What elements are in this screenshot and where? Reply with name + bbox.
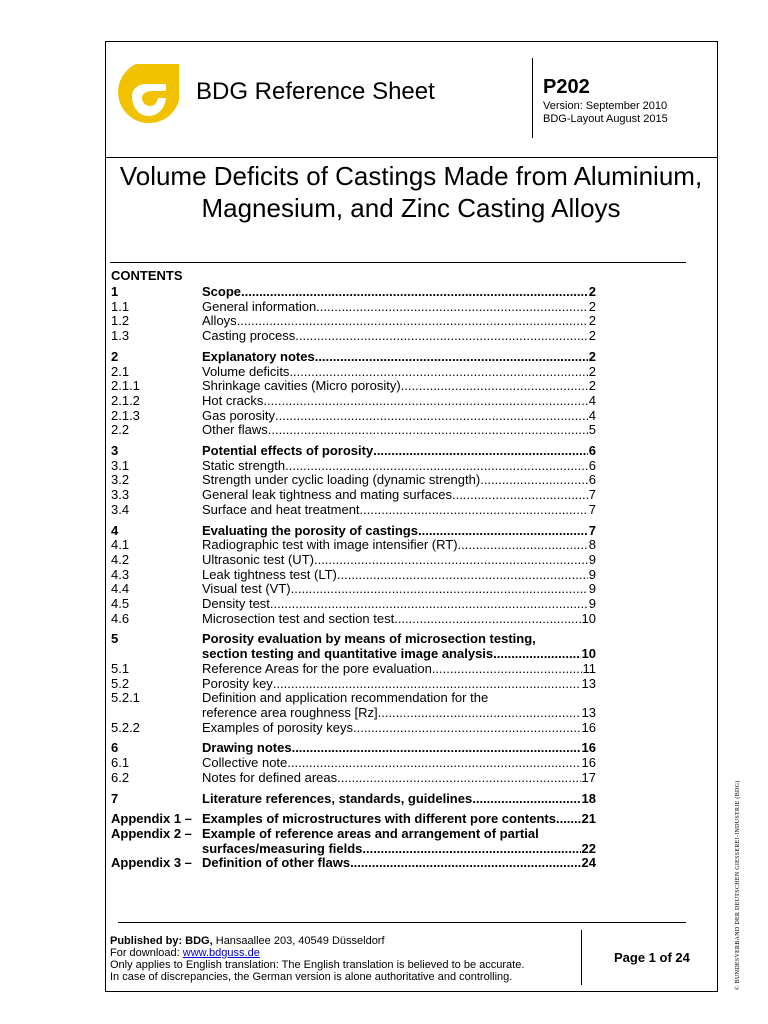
- toc-entry-number: 6.2: [111, 769, 130, 785]
- toc-entry-title: Potential effects of porosity: [202, 444, 374, 459]
- bdg-logo-icon: [114, 64, 179, 126]
- toc-leader-dots: [268, 423, 588, 438]
- title-divider: [110, 262, 686, 263]
- toc-entry-page: 7: [588, 502, 596, 517]
- discrepancy-note: In case of discrepancies, the German version is alone authoritative and controlling.: [110, 971, 513, 983]
- table-of-contents: [111, 285, 596, 871]
- toc-entry: [111, 365, 596, 380]
- document-code: P202: [543, 76, 590, 98]
- toc-entry-number: [111, 842, 202, 857]
- toc-entry-number: 5: [111, 631, 119, 647]
- toc-entry: [111, 597, 596, 612]
- toc-entry: [111, 379, 596, 394]
- toc-entry-page: 6: [588, 458, 596, 473]
- toc-entry-title: section testing and quantitative image analysis: [202, 647, 494, 662]
- toc-entry-number: 2.1.3: [111, 407, 140, 423]
- toc-entry-title: Drawing notes: [202, 741, 292, 756]
- toc-entry: [111, 771, 596, 786]
- toc-leader-dots: [270, 597, 588, 612]
- toc-entry-number: 4.2: [111, 551, 130, 567]
- toc-entry-number: 1.3: [111, 328, 130, 344]
- toc-entry-number: 4.4: [111, 581, 130, 597]
- toc-entry-number: 5.2.1: [111, 690, 140, 706]
- toc-entry-page: 2: [588, 349, 596, 364]
- toc-entry-title: General information: [202, 299, 317, 314]
- toc-entry-title: Volume deficits: [202, 364, 290, 379]
- toc-entry-page: 9: [588, 582, 596, 597]
- toc-entry: [111, 409, 596, 424]
- contents-heading: CONTENTS: [111, 268, 183, 283]
- toc-entry: [111, 856, 596, 871]
- toc-entry-page: 7: [588, 488, 596, 503]
- toc-entry: [111, 632, 596, 647]
- publisher-info: [110, 935, 524, 983]
- toc-entry-number: 6.1: [111, 755, 130, 771]
- toc-leader-dots: [291, 582, 588, 597]
- download-label: For download:: [110, 947, 180, 959]
- toc-entry: [111, 612, 596, 627]
- toc-entry: [111, 741, 596, 756]
- toc-entry-page: 9: [588, 552, 596, 567]
- toc-leader-dots: [472, 792, 580, 807]
- toc-entry-title: Visual test (VT): [202, 582, 291, 597]
- toc-entry: [111, 721, 596, 736]
- toc-entry-number: [111, 647, 202, 662]
- toc-entry: [111, 662, 596, 677]
- toc-entry-page: 24: [581, 856, 596, 871]
- toc-leader-dots: [316, 300, 588, 315]
- toc-entry-number: 5.1: [111, 660, 130, 676]
- toc-entry-page: 16: [581, 720, 596, 735]
- toc-entry-number: 2.1.1: [111, 378, 140, 394]
- toc-leader-dots: [362, 842, 580, 857]
- toc-entry-title: Microsection test and section test: [202, 611, 395, 626]
- toc-entry-number: 4.1: [111, 537, 130, 553]
- toc-leader-dots: [295, 329, 588, 344]
- toc-entry-title: Density test: [202, 597, 270, 612]
- toc-entry-page: 2: [588, 329, 596, 344]
- toc-entry-page: 18: [581, 791, 596, 806]
- toc-leader-dots: [285, 459, 588, 474]
- toc-entry-number: Appendix 2 –: [111, 825, 192, 841]
- toc-entry-title: Strength under cyclic loading (dynamic strength): [202, 473, 481, 488]
- toc-entry-number: 2.1.2: [111, 392, 140, 408]
- toc-entry-page: 5: [588, 423, 596, 438]
- toc-leader-dots: [493, 647, 580, 662]
- toc-entry-number: 3: [111, 443, 119, 459]
- toc-entry-title: Ultrasonic test (UT): [202, 552, 314, 567]
- toc-entry-number: 5.2.2: [111, 719, 140, 735]
- toc-entry-number: 1.2: [111, 313, 130, 329]
- toc-entry-title: Hot cracks: [202, 393, 264, 408]
- toc-entry-page: 2: [588, 285, 596, 299]
- toc-entry-page: 11: [582, 661, 596, 676]
- toc-entry-page: 4: [588, 408, 596, 423]
- toc-entry-number: 4.3: [111, 566, 130, 582]
- toc-leader-dots: [314, 553, 588, 568]
- toc-entry: [111, 691, 596, 706]
- version-date: Version: September 2010: [543, 100, 668, 112]
- toc-entry-page: 6: [588, 444, 596, 459]
- toc-entry: [111, 300, 596, 315]
- toc-entry-title: Porosity key: [202, 676, 273, 691]
- toc-entry-title: Casting process: [202, 329, 296, 344]
- toc-entry: [111, 423, 596, 438]
- toc-entry-title: Leak tightness test (LT): [202, 567, 337, 582]
- toc-entry-number: 3.2: [111, 472, 130, 488]
- toc-entry-page: 22: [581, 841, 596, 856]
- toc-entry-page: 2: [588, 379, 596, 394]
- toc-entry-page: 2: [588, 364, 596, 379]
- toc-entry: [111, 647, 596, 662]
- toc-entry-number: Appendix 1 –: [111, 811, 192, 827]
- toc-entry: [111, 756, 596, 771]
- toc-entry: [111, 582, 596, 597]
- toc-entry-page: 16: [581, 756, 596, 771]
- toc-entry-title: Evaluating the porosity of castings: [202, 523, 418, 538]
- toc-entry: [111, 553, 596, 568]
- toc-entry-number: 2.1: [111, 363, 130, 379]
- toc-entry: [111, 503, 596, 518]
- toc-entry-number: 3.1: [111, 457, 130, 473]
- document-header: [106, 42, 717, 158]
- toc-entry-page: 9: [588, 567, 596, 582]
- toc-leader-dots: [275, 409, 588, 424]
- toc-entry: [111, 677, 596, 692]
- toc-leader-dots: [273, 677, 581, 692]
- toc-entry-number: 5.2: [111, 675, 130, 691]
- toc-leader-dots: [289, 365, 587, 380]
- published-label: Published by: BDG,: [110, 935, 213, 947]
- toc-entry: [111, 568, 596, 583]
- toc-entry: [111, 842, 596, 857]
- toc-entry-title: Examples of microstructures with different pore contents: [202, 812, 556, 827]
- toc-leader-dots: [337, 568, 588, 583]
- document-page: [105, 41, 718, 992]
- toc-leader-dots: [432, 662, 582, 677]
- toc-entry-title: Notes for defined areas: [202, 770, 338, 785]
- toc-entry: [111, 350, 596, 365]
- toc-leader-dots: [237, 314, 588, 329]
- toc-leader-dots: [394, 612, 580, 627]
- toc-entry-title: Definition and application recommendation for the: [202, 691, 489, 706]
- toc-leader-dots: [401, 379, 588, 394]
- toc-entry-title: Static strength: [202, 458, 286, 473]
- header-divider: [532, 58, 533, 138]
- toc-entry-title: Reference Areas for the pore evaluation: [202, 661, 432, 676]
- page-number: Page 1 of 24: [614, 950, 690, 965]
- toc-leader-dots: [373, 444, 588, 459]
- toc-entry-title: Porosity evaluation by means of microsection testing,: [202, 632, 536, 647]
- toc-entry-page: 13: [581, 705, 596, 720]
- toc-entry-number: 1: [111, 284, 119, 299]
- toc-entry-title: Scope: [202, 285, 242, 299]
- toc-entry-title: Shrinkage cavities (Micro porosity): [202, 379, 401, 394]
- toc-entry-page: 13: [581, 676, 596, 691]
- toc-entry-title: Collective note: [202, 756, 288, 771]
- toc-entry-number: 4.6: [111, 610, 130, 626]
- toc-entry: [111, 314, 596, 329]
- toc-entry-page: 2: [588, 314, 596, 329]
- toc-entry-number: 7: [111, 790, 119, 806]
- toc-leader-dots: [452, 488, 588, 503]
- toc-entry: [111, 706, 596, 721]
- toc-entry-title: Surface and heat treatment: [202, 502, 360, 517]
- toc-leader-dots: [263, 394, 587, 409]
- toc-entry-title: Examples of porosity keys: [202, 720, 354, 735]
- layout-date: BDG-Layout August 2015: [543, 113, 668, 125]
- toc-entry-title: Explanatory notes: [202, 349, 315, 364]
- toc-entry-page: 7: [588, 523, 596, 538]
- toc-entry-title: Literature references, standards, guidelines: [202, 791, 473, 806]
- toc-entry-page: 6: [588, 473, 596, 488]
- toc-leader-dots: [378, 706, 581, 721]
- toc-entry-number: 2: [111, 348, 119, 364]
- toc-entry-title: Definition of other flaws: [202, 856, 351, 871]
- toc-leader-dots: [337, 771, 580, 786]
- download-link[interactable]: www.bdguss.de: [182, 947, 260, 959]
- toc-leader-dots: [458, 538, 588, 553]
- toc-entry: [111, 444, 596, 459]
- toc-entry-number: 1.1: [111, 298, 130, 314]
- toc-entry: [111, 792, 596, 807]
- toc-entry-number: 6: [111, 740, 119, 756]
- toc-entry: [111, 394, 596, 409]
- toc-entry: [111, 488, 596, 503]
- toc-leader-dots: [480, 473, 588, 488]
- toc-entry-title: Example of reference areas and arrangement of partial: [202, 826, 539, 841]
- footer-column-divider: [581, 930, 582, 985]
- toc-leader-dots: [315, 350, 588, 365]
- toc-entry: [111, 812, 596, 827]
- toc-entry: [111, 827, 596, 842]
- toc-leader-dots: [418, 524, 588, 539]
- toc-entry-number: 4.5: [111, 596, 130, 612]
- brand-title: BDG Reference Sheet: [196, 78, 435, 105]
- toc-leader-dots: [350, 856, 580, 871]
- toc-entry-page: 10: [581, 611, 596, 626]
- toc-entry-page: 16: [581, 741, 596, 756]
- toc-entry-page: 10: [581, 647, 596, 662]
- toc-entry-page: 4: [588, 393, 596, 408]
- toc-entry: [111, 285, 596, 300]
- toc-entry-title: surfaces/measuring fields: [202, 841, 363, 856]
- toc-entry: [111, 538, 596, 553]
- toc-leader-dots: [292, 741, 581, 756]
- toc-entry-page: 2: [588, 299, 596, 314]
- toc-entry-title: General leak tightness and mating surfaces: [202, 488, 453, 503]
- toc-entry-number: [111, 706, 202, 721]
- footer-divider: [118, 922, 686, 923]
- toc-entry-title: Radiographic test with image intensifier (RT): [202, 538, 458, 553]
- toc-leader-dots: [241, 285, 588, 300]
- toc-entry-number: 3.3: [111, 487, 130, 503]
- toc-entry-number: 3.4: [111, 501, 130, 517]
- document-title: Volume Deficits of Castings Made from Aluminium, Magnesium, and Zinc Casting Alloys: [119, 161, 703, 223]
- toc-entry: [111, 329, 596, 344]
- toc-leader-dots: [353, 721, 581, 736]
- copyright-side-note: © BUNDESVERBAND DER DEUTSCHEN GIESSEREI-INDUSTRIE (BDG): [735, 780, 741, 990]
- toc-entry: [111, 524, 596, 539]
- published-address: Hansaallee 203, 40549 Düsseldorf: [215, 935, 385, 947]
- toc-entry-title: reference area roughness [Rz]: [202, 705, 378, 720]
- toc-leader-dots: [360, 503, 588, 518]
- toc-entry-page: 8: [588, 538, 596, 553]
- toc-entry-number: 4: [111, 522, 119, 538]
- toc-entry-number: Appendix 3 –: [111, 855, 192, 871]
- toc-entry-title: Gas porosity: [202, 408, 275, 423]
- toc-entry: [111, 459, 596, 474]
- translation-note: Only applies to English translation: The English translation is believed to be accurate.: [110, 959, 525, 971]
- toc-entry-page: 9: [588, 597, 596, 612]
- toc-entry-title: Alloys: [202, 314, 237, 329]
- toc-entry-number: 2.2: [111, 422, 130, 438]
- toc-leader-dots: [556, 812, 581, 827]
- toc-entry-page: 17: [581, 770, 596, 785]
- toc-leader-dots: [287, 756, 580, 771]
- toc-entry-page: 21: [581, 812, 596, 827]
- toc-entry: [111, 473, 596, 488]
- toc-entry-title: Other flaws: [202, 423, 268, 438]
